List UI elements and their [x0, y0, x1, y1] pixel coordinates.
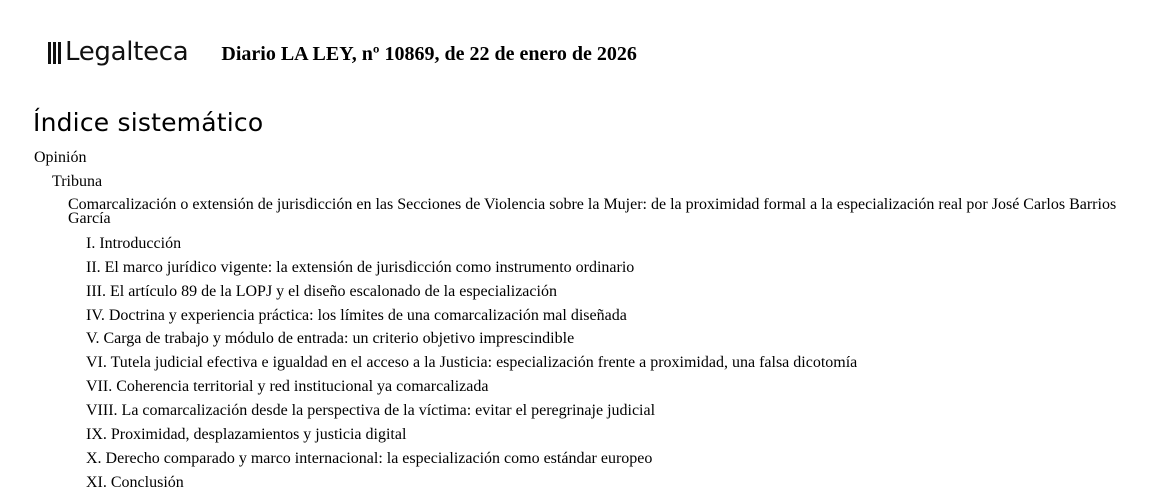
section-link[interactable]: II. El marco jurídico vigente: la extensión de jurisdicción como instrumento ordinario [86, 259, 635, 276]
section-link[interactable]: VII. Coherencia territorial y red institucional ya comarcalizada [86, 378, 489, 395]
document-header [48, 30, 637, 74]
section-link[interactable]: I. Introducción [86, 235, 182, 252]
section-link[interactable]: X. Derecho comparado y marco internacional: la especialización como estándar europeo [86, 450, 653, 467]
legalteca-logo[interactable] [48, 32, 188, 72]
section-link[interactable]: III. El artículo 89 de la LOPJ y el diseño escalonado de la especialización [86, 283, 557, 300]
index-category[interactable]: Opinión [34, 149, 87, 166]
logo-bars-icon [48, 42, 63, 64]
section-link[interactable]: VIII. La comarcalización desde la perspectiva de la víctima: evitar el peregrinaje judicial [86, 402, 656, 419]
section-link[interactable]: IX. Proximidad, desplazamientos y justicia digital [86, 426, 407, 443]
section-link[interactable]: IV. Doctrina y experiencia práctica: los límites de una comarcalización mal diseñada [86, 307, 627, 324]
logo-text: Legalteca [65, 37, 189, 67]
section-link[interactable]: V. Carga de trabajo y módulo de entrada: un criterio objetivo imprescindible [86, 330, 575, 347]
section-link[interactable]: XI. Conclusión [86, 474, 184, 491]
article-title-link[interactable]: Comarcalización o extensión de jurisdicción en las Secciones de Violencia sobre la Mujer: de la proximidad formal a la especialización real por José Carlos Barrios García [68, 196, 1117, 227]
section-link[interactable]: VI. Tutela judicial efectiva e igualdad en el acceso a la Justicia: especialización frente a proximidad, una falsa dicotomía [86, 354, 858, 371]
index-subcategory[interactable]: Tribuna [52, 173, 103, 190]
index-title: Índice sistemático [33, 108, 264, 137]
issue-title: Diario LA LEY, nº 10869, de 22 de enero de 2026 [221, 42, 637, 65]
